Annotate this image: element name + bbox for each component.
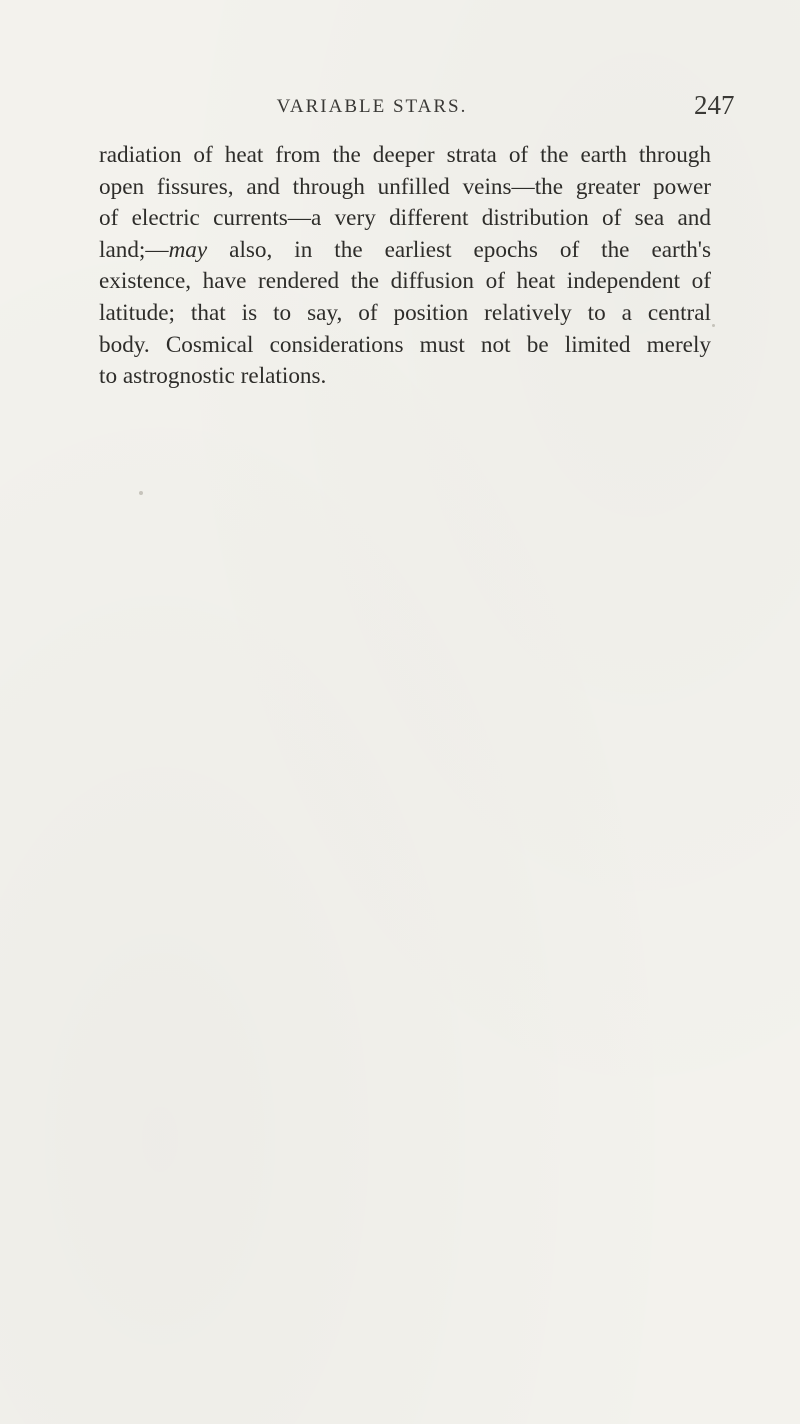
body-text: [99, 140, 711, 393]
text-line-1: radiation of heat from the deeper strata of the earth through: [99, 142, 711, 168]
text-line-5: existence, have rendered the diffusion of heat independent of: [99, 268, 711, 295]
text-line-6: latitude; that is to say, of position relatively to a central: [99, 299, 711, 326]
text-line-2: open fissures, and through unfilled veins—the greater power: [99, 173, 711, 200]
running-head: VARIABLE STARS.: [276, 96, 468, 117]
text-line-7: body. Cosmical considerations must not be limited merely: [99, 331, 711, 358]
text-line-4-rest: also, in the earliest epochs of the earth's: [229, 236, 711, 263]
paper-speck: [712, 324, 715, 327]
text-line-8: to astrognostic relations.: [99, 363, 327, 390]
text-line-4-emphasis: may: [168, 236, 208, 263]
text-line-4: [99, 235, 711, 267]
text-line-3: of electric currents—a very different distribution of sea and: [99, 205, 711, 232]
text-line-4-prefix: land;—: [99, 236, 169, 263]
paper-speck: [139, 491, 143, 495]
page-number: 247: [694, 90, 735, 120]
